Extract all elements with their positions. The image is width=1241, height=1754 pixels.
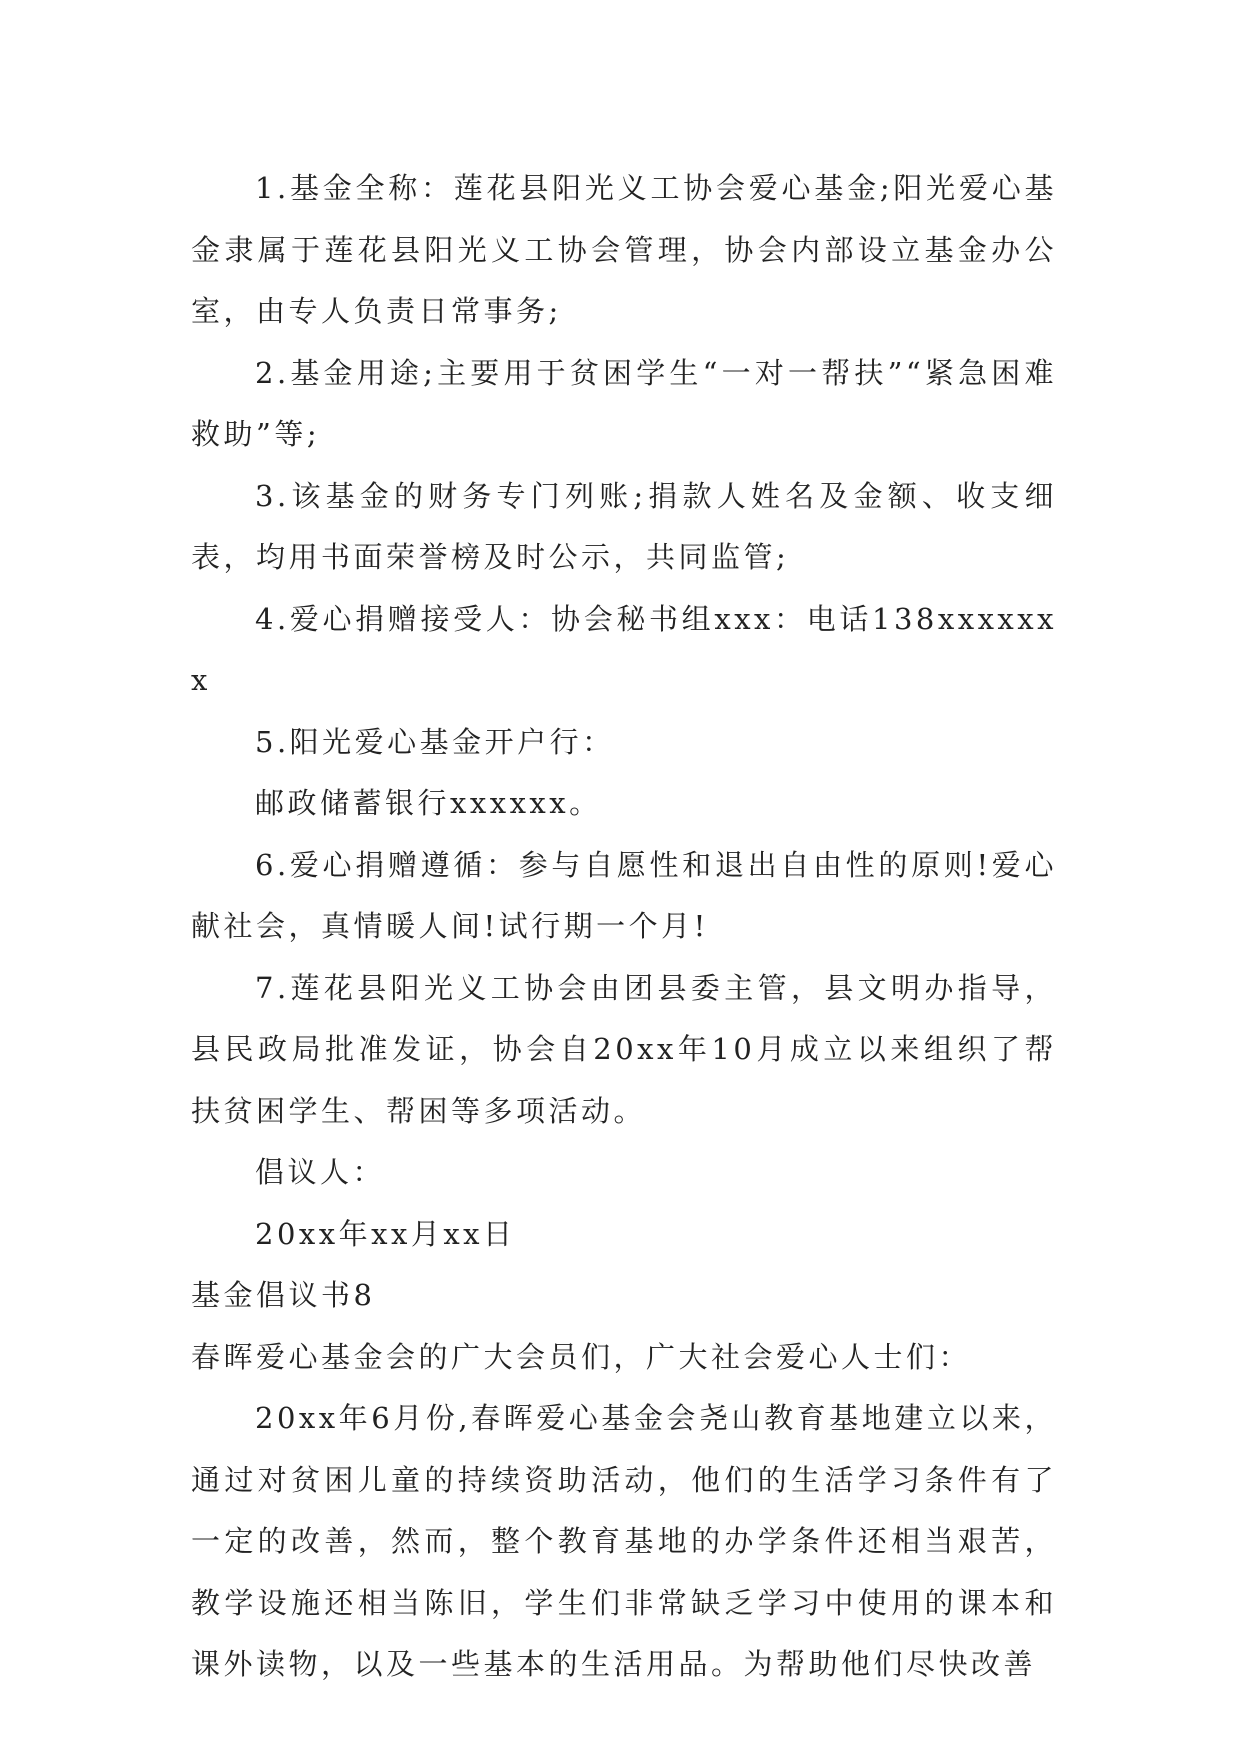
document-body [191, 158, 1057, 1696]
clause-bank-label: 5.阳光爱心基金开户行： [255, 724, 615, 759]
clause-fund-name: 1.基金全称：莲花县阳光义工协会爱心基金;阳光爱心基金隶属于莲花县阳光义工协会管理，协会内部设立基金办公室，由专人负责日常事务; [191, 171, 1057, 328]
clause-association-info: 7.莲花县阳光义工协会由团县委主管，县文明办指导，县民政局批准发证，协会自20xx年10月成立以来组织了帮扶贫困学生、帮困等多项活动。 [191, 970, 1057, 1128]
salutation: 春晖爱心基金会的广大会员们，广大社会爱心人士们： [191, 1339, 972, 1374]
clause-donation-principle: 6.爱心捐赠遵循：参与自愿性和退出自由性的原则!爱心献社会，真情暖人间!试行期一个月! [191, 847, 1057, 943]
signature-date: 20xx年xx月xx日 [255, 1216, 516, 1251]
clause-fund-accounting: 3.该基金的财务专门列账;捐款人姓名及金额、收支细表，均用书面荣誉榜及时公示，共同监管; [191, 478, 1057, 574]
clause-fund-purpose: 2.基金用途;主要用于贫困学生“一对一帮扶”“紧急困难救助”等; [191, 355, 1057, 451]
body-paragraph: 20xx年6月份,春晖爱心基金会尧山教育基地建立以来，通过对贫困儿童的持续资助活动，他们的生活学习条件有了一定的改善，然而，整个教育基地的办学条件还相当艰苦，教学设施还相当陈旧，学生们非常缺乏学习中使用的课本和课外读物，以及一些基本的生活用品。为帮助他们尽快改善 [191, 1401, 1057, 1681]
clause-donation-recipient: 4.爱心捐赠接受人：协会秘书组xxx：电话138xxxxxxx [191, 601, 1057, 697]
section-heading: 基金倡议书8 [191, 1278, 376, 1312]
signature-label: 倡议人： [255, 1155, 386, 1189]
clause-bank-name: 邮政储蓄银行xxxxxx。 [255, 786, 602, 820]
